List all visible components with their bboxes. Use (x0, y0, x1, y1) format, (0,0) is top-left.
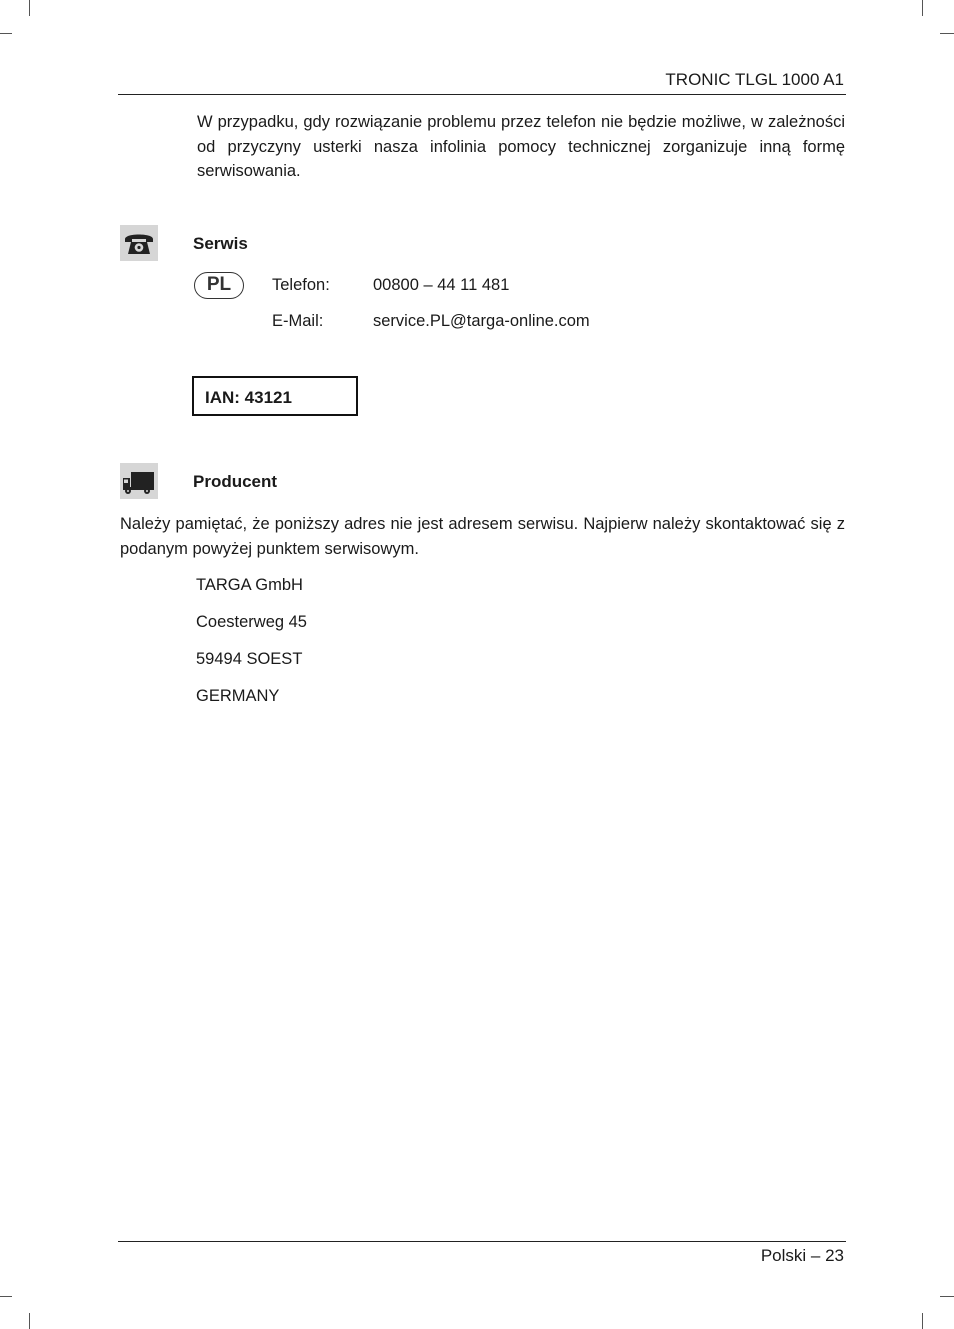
address-line: Coesterweg 45 (196, 613, 307, 631)
phone-value: 00800 – 44 11 481 (373, 276, 510, 294)
crop-mark (940, 1296, 954, 1297)
footer-rule (118, 1241, 846, 1242)
telephone-icon (120, 225, 158, 261)
crop-mark (922, 1313, 923, 1329)
crop-mark (0, 1296, 12, 1297)
email-label: E-Mail: (272, 312, 324, 330)
phone-label: Telefon: (272, 276, 330, 294)
header-rule (118, 94, 846, 95)
crop-mark (29, 0, 30, 16)
truck-icon (120, 463, 158, 499)
crop-mark (940, 33, 954, 34)
producer-heading: Producent (193, 472, 278, 491)
country-badge-label: PL (206, 274, 232, 295)
crop-mark (922, 0, 923, 16)
intro-paragraph: W przypadku, gdy rozwiązanie problemu przez telefon nie będzie możliwe, w zależności od przyczyny usterki nasza infolinia pomocy technicznej zorganizuje inną formę serwisowania. (197, 113, 845, 180)
header-title: TRONIC TLGL 1000 A1 (665, 70, 844, 89)
ian-box (192, 376, 358, 416)
service-heading: Serwis (193, 234, 248, 253)
address-line: 59494 SOEST (196, 650, 303, 668)
address-line: GERMANY (196, 687, 280, 705)
ian-text: IAN: 43121 (205, 388, 292, 407)
email-link[interactable]: service.PL@targa-online.com (373, 312, 590, 330)
crop-mark (0, 33, 12, 34)
crop-mark (29, 1313, 30, 1329)
page-footer: Polski – 23 (760, 1246, 844, 1265)
producer-note: Należy pamiętać, że poniższy adres nie jest adresem serwisu. Najpierw należy skontaktować się z podanym powyżej punktem serwisowym. (120, 515, 845, 558)
address-line: TARGA GmbH (196, 576, 303, 594)
country-badge (194, 272, 244, 299)
